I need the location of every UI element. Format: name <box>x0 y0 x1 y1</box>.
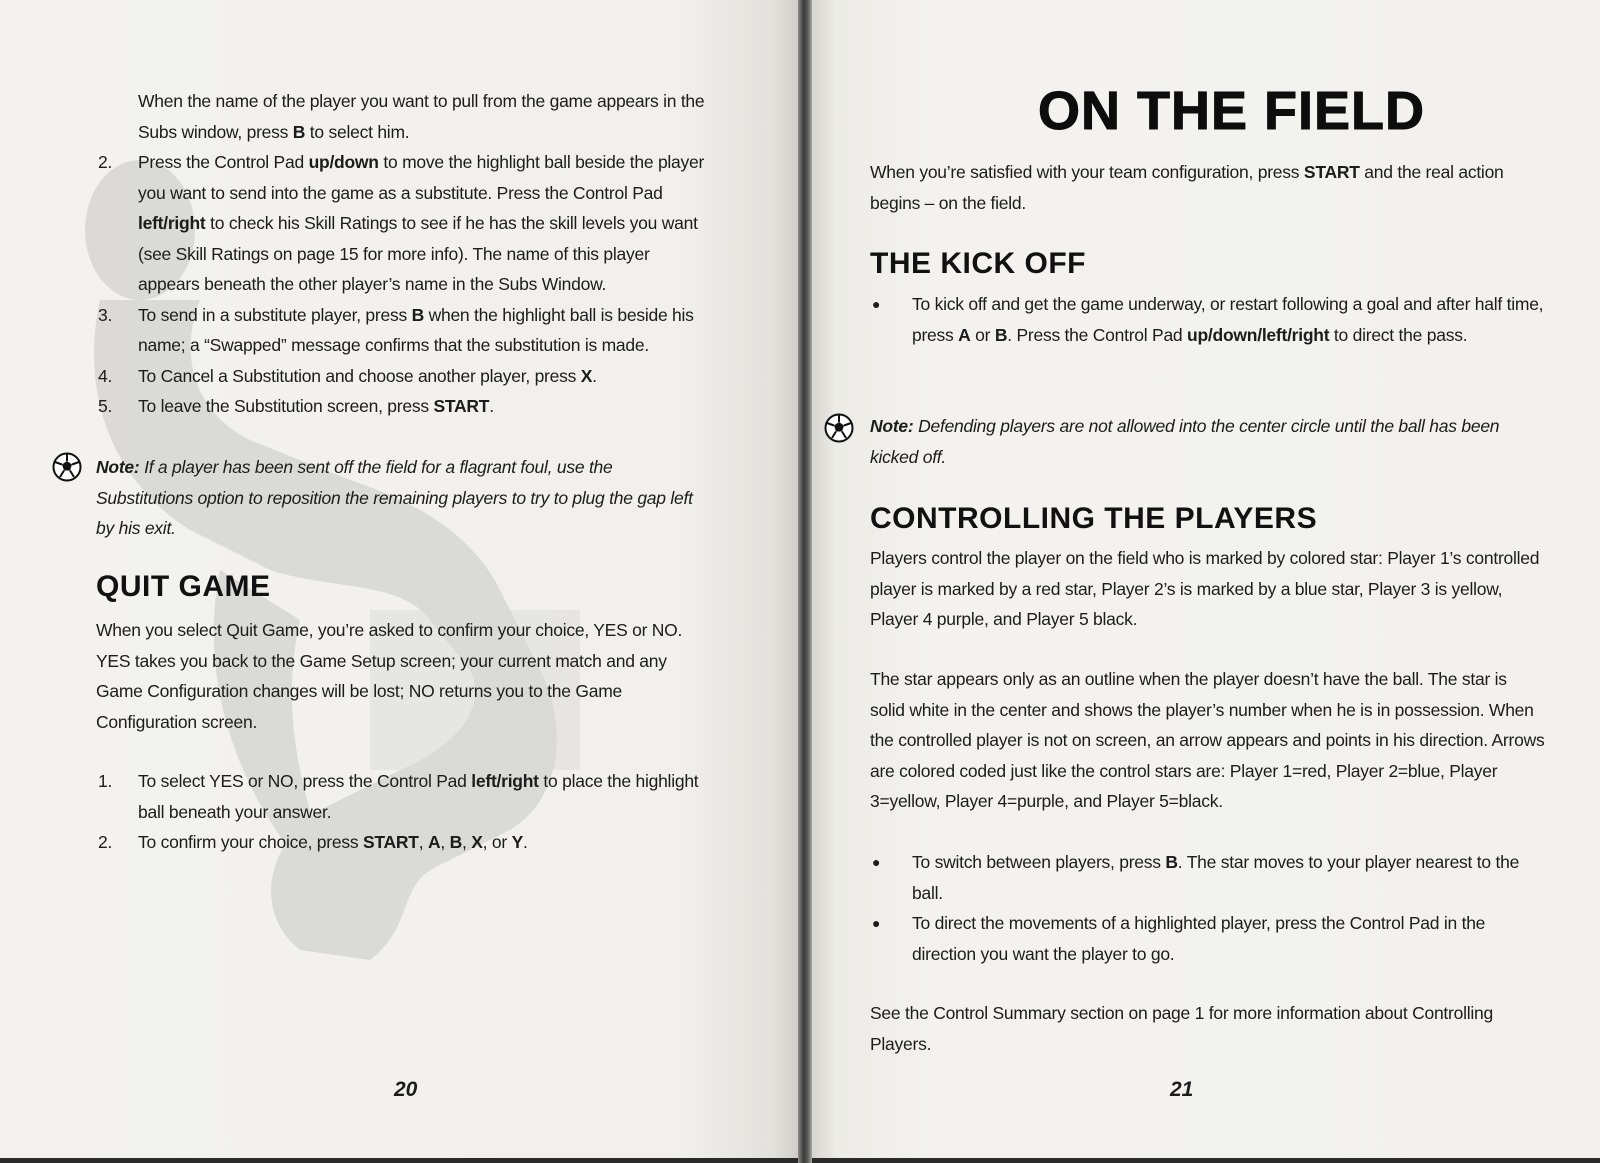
text-span: . The star moves to your player nearest to the ball. <box>912 852 1520 903</box>
text-span: To switch between players, press <box>912 852 1166 872</box>
key-start: START <box>433 396 490 416</box>
text-span: . <box>592 365 597 386</box>
text-span: To select YES or NO, press the Control Pad <box>138 771 472 791</box>
page-left <box>0 0 798 1158</box>
kick-off-heading: THE KICK OFF <box>870 247 1086 280</box>
text-span: When you’re satisfied with your team configuration, press <box>870 162 1304 182</box>
text-span: or <box>970 324 995 345</box>
step-number: 1. <box>98 771 113 791</box>
list-item <box>98 766 710 827</box>
step-number: 4. <box>98 365 113 386</box>
soccer-ball-icon <box>52 452 82 482</box>
key-b: B <box>411 304 424 325</box>
key-y: Y <box>511 832 523 852</box>
left-note <box>96 452 710 544</box>
right-note <box>870 411 1546 472</box>
bullet-dot: ● <box>872 296 881 312</box>
key-x: X <box>580 365 593 386</box>
text-span: To leave the Substitution screen, press <box>138 396 434 416</box>
page-number: 21 <box>1170 1078 1194 1101</box>
controlling-heading: CONTROLLING THE PLAYERS <box>870 502 1318 535</box>
list-item <box>98 147 710 300</box>
text-span: . Press the Control Pad <box>1007 324 1188 345</box>
key-left-right: left/right <box>471 771 539 791</box>
key-left-right: left/right <box>138 213 206 233</box>
text-span: To Cancel a Substitution and choose another player, press <box>138 365 581 386</box>
text-span: to move the highlight ball beside the player you want to send into the game as a substitute. Press the Control Pad <box>138 152 705 203</box>
right-intro <box>870 157 1546 218</box>
bullet-dot: ● <box>872 915 881 931</box>
list-item <box>98 361 710 392</box>
key-up-down: up/down <box>308 152 379 172</box>
key-b: B <box>994 324 1008 345</box>
text-span: To direct the movements of a highlighted player, press the Control Pad in the direction you want the player to go. <box>912 913 1486 964</box>
step-number: 2. <box>98 152 113 172</box>
text-span: To kick off and get the game underway, or restart following a goal and after half time, press <box>912 294 1544 345</box>
text-span: to place the highlight ball beneath your answer. <box>138 771 699 822</box>
key-x: X <box>471 832 483 852</box>
switch-bullet <box>872 847 1546 908</box>
text-span: , or <box>482 832 512 852</box>
text-span: . <box>523 832 528 852</box>
step-number: 3. <box>98 304 113 325</box>
quit-game-heading: QUIT GAME <box>96 570 271 603</box>
page-title: ON THE FIELD <box>1038 81 1425 141</box>
step-number: 2. <box>98 832 113 852</box>
page-right <box>812 0 1600 1158</box>
kick-off-bullet <box>872 289 1546 350</box>
list-item <box>98 827 710 858</box>
text-span: to direct the pass. <box>1329 324 1468 345</box>
text-span: to check his Skill Ratings to see if he has the skill levels you want (see Skill Ratings on page 15 for more info). The name of this player appears beneath the other player’s name in the Subs Window. <box>138 213 698 294</box>
text-span: . <box>489 396 494 416</box>
step-number: 5. <box>98 396 113 416</box>
book-gutter <box>798 0 812 1163</box>
quit-game-text: When you select Quit Game, you’re asked to confirm your choice, YES or NO. YES takes you back to the Game Setup screen; your current match and any Game Configuration changes will be lost; NO returns you to the Game Configuration screen. <box>96 620 683 732</box>
text-span: , <box>461 832 472 852</box>
key-a: A <box>427 832 441 852</box>
key-b: B <box>1165 852 1178 872</box>
note-text: Defending players are not allowed into the center circle until the ball has been kicked off. <box>870 416 1500 467</box>
controlling-paragraph-2: The star appears only as an outline when the player doesn’t have the ball. The star is solid white in the center and shows the player’s number when he is in possession. When the controlled player is not on screen, an arrow appears and points in his direction. Arrows are colored coded just like the control stars are: Player 1=red, Player 2=blue, Player 3=yellow, Player 4=purple, and Player 5=black. <box>870 669 1545 811</box>
bullet-dot: ● <box>872 854 881 870</box>
key-b: B <box>292 121 306 142</box>
controlling-paragraph-1: Players control the player on the field who is marked by colored star: Player 1’s controlled player is marked by a red star, Player 2’s is marked by a blue star, Player 3 is yellow, Player 4 purple, and Player 5 black. <box>870 548 1540 629</box>
text-span: to select him. <box>305 121 410 142</box>
quit-steps <box>98 766 710 858</box>
left-intro <box>138 86 710 147</box>
text-span: To confirm your choice, press <box>138 832 363 852</box>
list-item <box>98 300 710 361</box>
text-span: Press the Control Pad <box>138 152 309 172</box>
text-span: , <box>440 832 450 852</box>
list-item <box>98 391 710 422</box>
direct-bullet <box>872 908 1546 969</box>
see-also-text: See the Control Summary section on page 1 for more information about Controlling Players. <box>870 1003 1493 1054</box>
soccer-ball-icon <box>824 413 854 443</box>
key-start: START <box>362 832 419 852</box>
key-a: A <box>958 324 971 345</box>
note-label: Note: <box>870 416 914 436</box>
key-start: START <box>1303 162 1360 182</box>
note-label: Note: <box>96 457 140 477</box>
note-text: If a player has been sent off the field for a flagrant foul, use the Substitutions option to reposition the remaining players to try to plug the gap left by his exit. <box>96 457 693 538</box>
key-b: B <box>449 832 462 852</box>
key-directions: up/down/left/right <box>1187 324 1330 345</box>
text-span: and the real action begins – on the field. <box>870 162 1504 213</box>
page-number: 20 <box>394 1078 418 1101</box>
text-span: When the name of the player you want to pull from the game appears in the Subs window, press <box>138 91 705 142</box>
text-span: To send in a substitute player, press <box>138 304 412 325</box>
text-span: when the highlight ball is beside his name; a “Swapped” message confirms that the substitution is made. <box>138 304 694 355</box>
text-span: , <box>418 832 428 852</box>
subs-steps <box>98 147 710 422</box>
